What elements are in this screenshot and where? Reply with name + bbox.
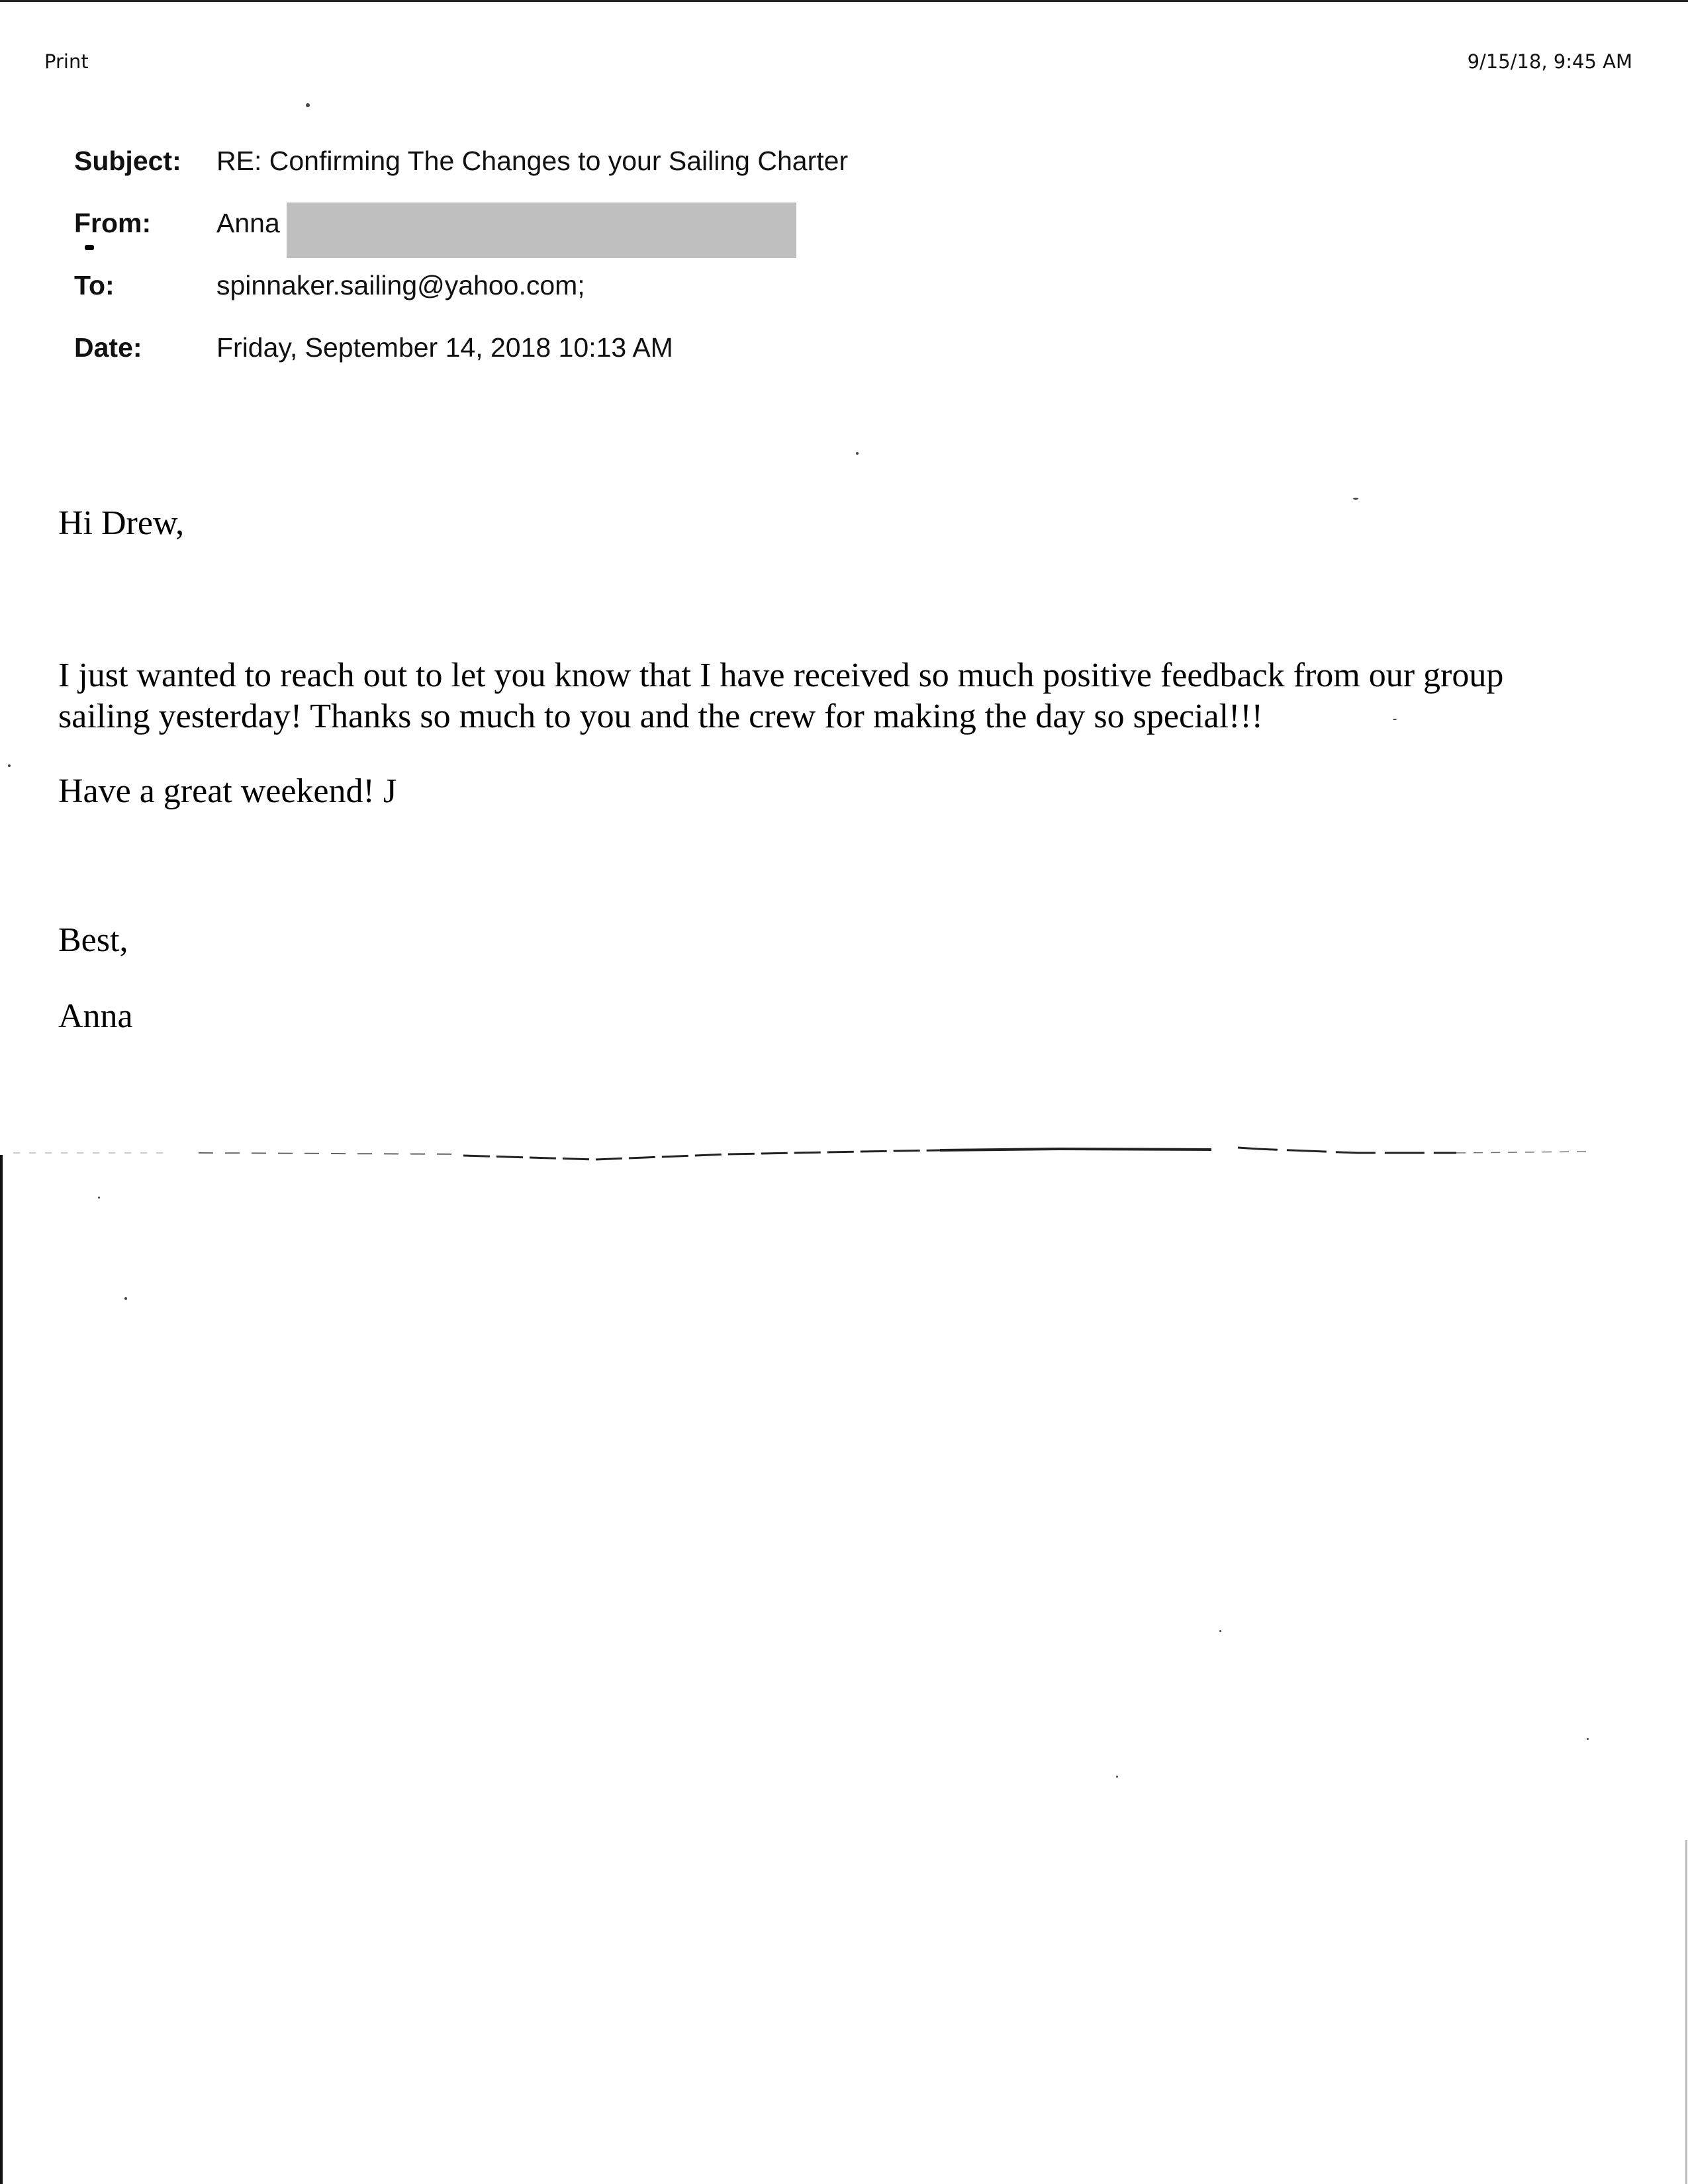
scan-speck: [1219, 1630, 1221, 1632]
left-edge-rule: [0, 1155, 3, 2184]
main-paragraph-line-2: sailing yesterday! Thanks so much to you and the crew for making the day so special!!!: [58, 698, 1263, 735]
dashed-separator: [0, 1145, 1688, 1171]
from-value: Anna: [216, 208, 280, 238]
main-paragraph-line-1: I just wanted to reach out to let you know that I have received so much positive feedback from our group: [58, 657, 1504, 694]
weekend-line: Have a great weekend! J: [58, 772, 397, 810]
scan-speck: [1353, 498, 1358, 500]
from-row: [74, 208, 1464, 270]
scan-speck: [1587, 1738, 1589, 1740]
to-row: [74, 270, 1464, 332]
closing: Best,: [58, 921, 128, 959]
scan-speck: [306, 103, 310, 107]
subject-value: RE: Confirming The Changes to your Sailing Charter: [216, 146, 849, 176]
print-timestamp: 9/15/18, 9:45 AM: [1467, 50, 1632, 73]
right-edge-rule: [1685, 1840, 1687, 2184]
subject-label: Subject:: [74, 146, 181, 176]
scan-speck: [85, 245, 94, 250]
signature: Anna: [58, 997, 133, 1035]
scan-speck: [856, 452, 859, 455]
from-value-wrapper: [216, 208, 796, 258]
print-label: Print: [44, 50, 89, 73]
to-label: To:: [74, 270, 115, 300]
scan-speck: [1393, 719, 1397, 720]
subject-row: [74, 146, 1464, 208]
scan-speck: [8, 764, 11, 767]
greeting: Hi Drew,: [58, 504, 185, 542]
from-label: From:: [74, 208, 152, 238]
date-value: Friday, September 14, 2018 10:13 AM: [216, 332, 673, 363]
redaction-box: [287, 203, 796, 258]
to-value: spinnaker.sailing@yahoo.com;: [216, 270, 585, 300]
date-row: [74, 332, 1464, 394]
date-label: Date:: [74, 332, 142, 363]
main-paragraph: [58, 655, 1581, 737]
email-headers: [74, 146, 1464, 394]
scan-speck: [124, 1297, 127, 1300]
scan-speck: [98, 1197, 100, 1199]
scan-speck: [1116, 1776, 1118, 1778]
print-header: [0, 0, 1688, 79]
